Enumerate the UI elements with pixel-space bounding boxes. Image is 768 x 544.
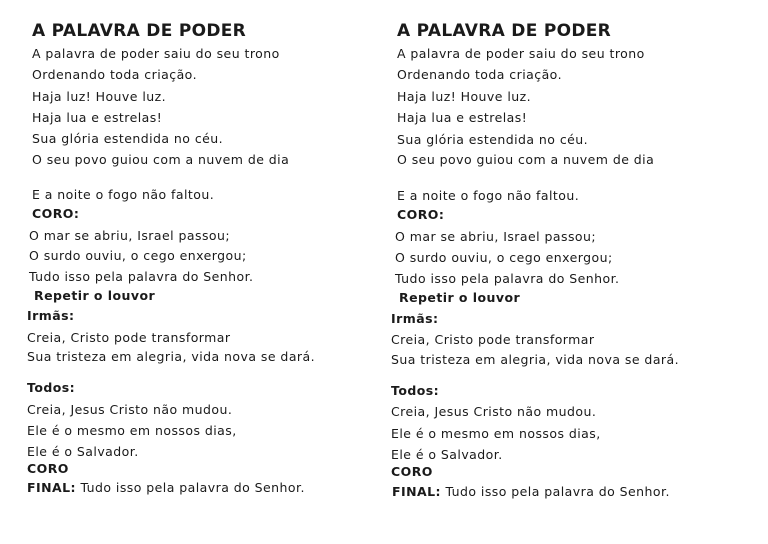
lyric-line: Haja luz! Houve luz.	[32, 89, 167, 104]
instruction-repeat: Repetir o louvor	[34, 288, 156, 303]
section-label-todos: Todos:	[391, 383, 440, 398]
lyric-line: Tudo isso pela palavra do Senhor.	[29, 269, 254, 284]
lyric-line: O surdo ouviu, o cego enxergou;	[395, 250, 613, 265]
lyric-line: Sua tristeza em alegria, vida nova se dará.	[27, 349, 316, 364]
lyric-line: E a noite o fogo não faltou.	[397, 188, 580, 203]
lyric-line: O mar se abriu, Israel passou;	[395, 229, 597, 244]
final-text: Tudo isso pela palavra do Senhor.	[80, 480, 305, 495]
section-label-coro: CORO:	[32, 206, 80, 221]
final-label: FINAL:	[392, 484, 441, 499]
lyric-line: Ele é o mesmo em nossos dias,	[391, 426, 601, 441]
lyric-line: Ele é o Salvador.	[391, 447, 503, 462]
final-label: FINAL:	[27, 480, 76, 495]
lyric-line: E a noite o fogo não faltou.	[32, 187, 215, 202]
instruction-repeat: Repetir o louvor	[399, 290, 521, 305]
lyric-line: O seu povo guiou com a nuvem de dia	[32, 152, 290, 167]
lyric-line: O surdo ouviu, o cego enxergou;	[29, 248, 247, 263]
section-label-todos: Todos:	[27, 380, 76, 395]
lyric-line: O seu povo guiou com a nuvem de dia	[397, 152, 655, 167]
lyric-line: O mar se abriu, Israel passou;	[29, 228, 231, 243]
song-title: A PALAVRA DE PODER	[32, 21, 247, 41]
lyric-line: Creia, Cristo pode transformar	[391, 332, 595, 347]
section-label-irmas: Irmãs:	[391, 311, 439, 326]
lyric-line: Sua glória estendida no céu.	[397, 132, 589, 147]
lyric-line: Haja luz! Houve luz.	[397, 89, 532, 104]
lyric-line: Ordenando toda criação.	[32, 67, 197, 82]
lyric-line: Tudo isso pela palavra do Senhor.	[395, 271, 620, 286]
lyric-line: Sua glória estendida no céu.	[32, 131, 224, 146]
lyric-line: A palavra de poder saiu do seu trono	[397, 46, 645, 61]
lyric-line: Ordenando toda criação.	[397, 67, 562, 82]
lyric-line: Creia, Jesus Cristo não mudou.	[391, 404, 597, 419]
lyric-line: Ele é o Salvador.	[27, 444, 139, 459]
lyric-line: Ele é o mesmo em nossos dias,	[27, 423, 237, 438]
lyric-line: Creia, Cristo pode transformar	[27, 330, 231, 345]
lyric-line: A palavra de poder saiu do seu trono	[32, 46, 280, 61]
section-label-coro: CORO:	[397, 207, 445, 222]
section-label-coro: CORO	[391, 464, 433, 479]
section-label-coro: CORO	[27, 461, 69, 476]
lyric-line: Haja lua e estrelas!	[397, 110, 528, 125]
lyric-line: Creia, Jesus Cristo não mudou.	[27, 402, 233, 417]
final-line	[392, 485, 712, 499]
lyric-line: Sua tristeza em alegria, vida nova se dará.	[391, 352, 680, 367]
final-text: Tudo isso pela palavra do Senhor.	[445, 484, 670, 499]
section-label-irmas: Irmãs:	[27, 308, 75, 323]
lyric-line: Haja lua e estrelas!	[32, 110, 163, 125]
song-title: A PALAVRA DE PODER	[397, 21, 612, 41]
